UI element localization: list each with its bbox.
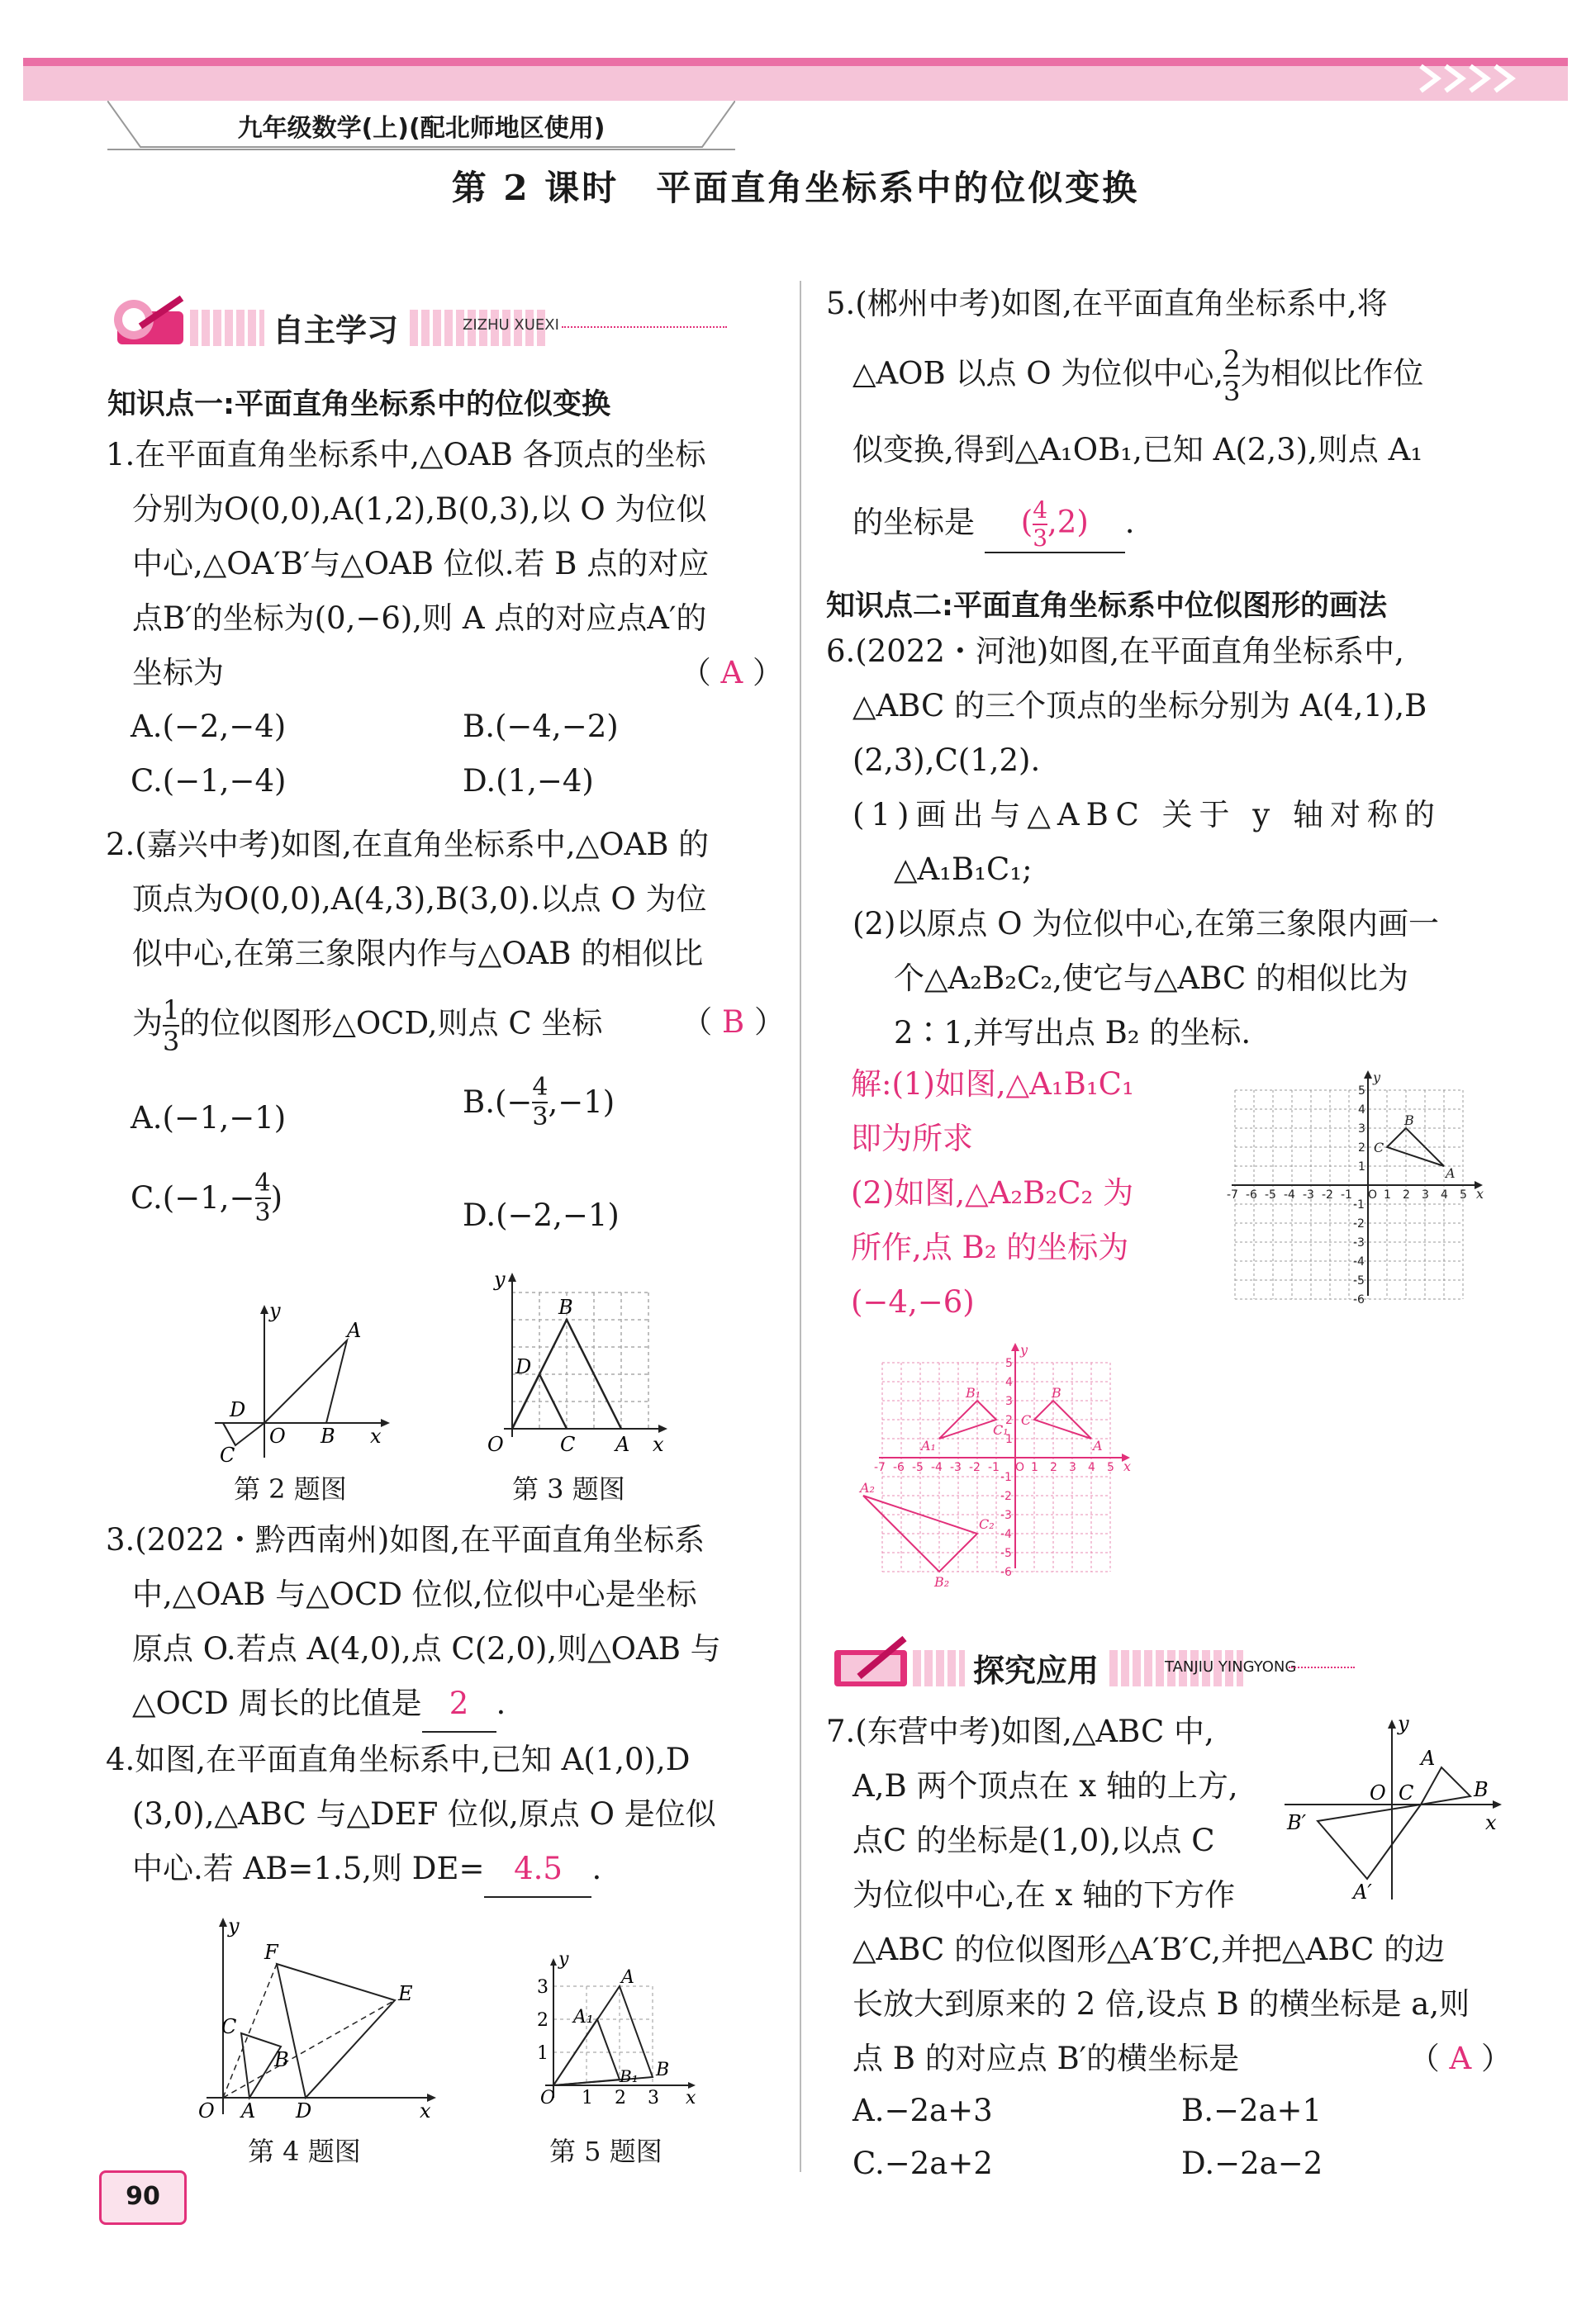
q2-frac-den: 3 xyxy=(163,1026,180,1057)
q2-line: 2.(嘉兴中考)如图,在直角坐标系中,△OAB 的 xyxy=(106,827,710,862)
q6-line: (2,3),C(1,2). xyxy=(852,742,1041,778)
q7-fig-label: x xyxy=(1485,1811,1497,1834)
q7-fig-label: y xyxy=(1398,1714,1409,1735)
x-tick-label: 5 xyxy=(1107,1461,1114,1474)
y-tick-label: 4 xyxy=(1358,1103,1365,1117)
q2-optc-den: 3 xyxy=(254,1198,271,1227)
x-tick-label: -6 xyxy=(1246,1188,1257,1202)
fig4-label: y xyxy=(228,1914,240,1937)
q6-line: 个△A₂B₂C₂,使它与△ABC 的相似比为 xyxy=(894,960,1409,996)
q6-grid-figure xyxy=(1214,1065,1512,1321)
fig5-label: A₁ xyxy=(573,2007,594,2028)
vertex-label-c: C xyxy=(1374,1140,1384,1155)
q2-line: 顶点为O(0,0),A(4,3),B(3,0).以点 O 为位 xyxy=(132,881,707,917)
q6-solution-line: 即为所求 xyxy=(851,1121,973,1156)
q3-answer: 2 xyxy=(422,1677,496,1733)
q1-option-b: B.(−4,−2) xyxy=(463,709,619,744)
y-tick-label: -2 xyxy=(1000,1490,1012,1503)
q6-answer-figure xyxy=(851,1338,1148,1602)
fig3-label: A xyxy=(615,1433,630,1456)
x-tick-label: -5 xyxy=(912,1461,924,1474)
y-tick-label: -4 xyxy=(1353,1255,1365,1269)
fig5-label: A xyxy=(621,1967,634,1988)
fig5-label: x xyxy=(686,2088,696,2108)
q2-optc-post: ) xyxy=(270,1180,283,1216)
fig5-label: B xyxy=(656,2060,670,2080)
q5-line2-pre: △AOB 以点 O 为位似中心, xyxy=(852,355,1224,391)
fig2-label: O xyxy=(269,1425,286,1448)
q7-option-d: D.−2a−2 xyxy=(1181,2146,1323,2181)
x-tick-label: 3 xyxy=(1069,1461,1076,1474)
section-label: 探究应用 xyxy=(965,1645,1107,1691)
q7-fig-label: A xyxy=(1421,1747,1436,1770)
vertex-label-a1: A₁ xyxy=(921,1438,936,1454)
figure-3 xyxy=(479,1268,677,1466)
section-badge-explore xyxy=(826,1634,1388,1691)
q7-fig-label: O xyxy=(1370,1781,1386,1805)
q2-option-b xyxy=(463,1074,615,1131)
fig5-label: 3 xyxy=(537,1977,549,1998)
q6-line: (2)以原点 O 为位似中心,在第三象限内画一 xyxy=(852,906,1440,941)
q4-line: (3,0),△ABC 与△DEF 位似,原点 O 是位似 xyxy=(132,1796,716,1832)
q7-line: 长放大到原来的 2 倍,设点 B 的横坐标是 a,则 xyxy=(852,1986,1470,2022)
q5-line-3: 似变换,得到△A₁OB₁,已知 A(2,3),则点 A₁ xyxy=(852,432,1423,467)
column-divider xyxy=(800,281,801,2172)
book-title: 九年级数学(上)(配北师地区使用) xyxy=(237,114,606,143)
section-pinyin: TANJIU YINGYONG xyxy=(1165,1658,1297,1676)
y-tick-label: 5 xyxy=(1358,1084,1365,1098)
fig5-label: O xyxy=(540,2088,556,2108)
q7-fig-label: B xyxy=(1474,1778,1489,1801)
q6-solution-line: (2)如图,△A₂B₂C₂ 为 xyxy=(851,1175,1134,1211)
page-number: 90 xyxy=(126,2182,160,2211)
y-axis-arrow xyxy=(1011,1343,1019,1351)
figure-3-caption: 第 3 题图 xyxy=(512,1473,625,1505)
q2-option-c xyxy=(131,1169,283,1227)
fig5-label: B₁ xyxy=(620,2066,639,2086)
y-tick-label: -5 xyxy=(1353,1274,1365,1288)
vertex-label-c2: C₂ xyxy=(979,1516,995,1532)
fig4-label: x xyxy=(420,2099,431,2122)
q5-line2-post: 为相似比作位 xyxy=(1240,355,1424,391)
q6-solution-line: (−4,−6) xyxy=(851,1284,975,1320)
q7-figure xyxy=(1280,1714,1512,1904)
q5-line-2 xyxy=(852,345,1513,406)
figure-2-caption: 第 2 题图 xyxy=(234,1473,347,1505)
q4-last-post: . xyxy=(591,1851,602,1886)
vertex-label-b: B xyxy=(1404,1112,1414,1128)
q7-line: △ABC 的位似图形△A′B′C,并把△ABC 的边 xyxy=(852,1932,1446,1967)
figure-4 xyxy=(182,1908,446,2122)
x-tick-label: 1 xyxy=(1384,1188,1391,1202)
q5-line4-post: . xyxy=(1124,505,1135,540)
vertex-label-c1: C₁ xyxy=(993,1422,1009,1438)
q1-line: 1.在平面直角坐标系中,△OAB 各顶点的坐标 xyxy=(106,437,706,472)
q5-frac-num: 2 xyxy=(1223,344,1241,376)
y-axis-arrow xyxy=(1364,1070,1372,1079)
x-tick-label: 5 xyxy=(1460,1188,1467,1202)
q7-fig-label: A′ xyxy=(1353,1881,1372,1904)
q7-option-a: A.−2a+3 xyxy=(852,2093,993,2128)
vertex-label-b1: B₁ xyxy=(966,1385,981,1401)
q6-solution-line: 所作,点 B₂ 的坐标为 xyxy=(851,1230,1129,1265)
q4-line-last xyxy=(106,1842,783,1898)
section-pinyin: ZIZHU XUEXI xyxy=(463,316,559,334)
q2-line: 似中心,在第三象限内作与△OAB 的相似比 xyxy=(132,936,704,971)
fig5-label: 1 xyxy=(537,2043,549,2064)
fig4-label: A xyxy=(241,2099,256,2122)
q3-line: 3.(2022・黔西南州)如图,在平面直角坐标系 xyxy=(106,1522,705,1558)
x-tick-label: -4 xyxy=(931,1461,943,1474)
y-tick-label: 2 xyxy=(1358,1141,1365,1155)
figure-4-caption: 第 4 题图 xyxy=(248,2136,361,2167)
y-tick-label: 1 xyxy=(1358,1160,1365,1174)
q2-answer: B xyxy=(722,1004,745,1040)
x-tick-label: -4 xyxy=(1284,1188,1295,1202)
y-tick-label: 2 xyxy=(1005,1414,1013,1427)
q7-line-last: 点 B 的对应点 B′的横坐标是 （ A ） xyxy=(852,2041,1512,2076)
q2-optb-post: ,−1) xyxy=(548,1084,615,1120)
q1-line: 分别为O(0,0),A(1,2),B(0,3),以 O 为位似 xyxy=(132,491,707,527)
q7-fig-label: B′ xyxy=(1287,1811,1307,1834)
question-1 xyxy=(106,428,783,700)
knowledge-point-1: 知识点一:平面直角坐标系中的位似变换 xyxy=(107,388,610,421)
lesson-title: 第 2 课时 平面直角坐标系中的位似变换 xyxy=(451,168,1140,208)
q4-last-pre: 中心.若 AB=1.5,则 DE= xyxy=(132,1851,485,1886)
question-5 xyxy=(826,277,1512,331)
y-tick-label: 4 xyxy=(1005,1376,1013,1389)
x-axis-label: x xyxy=(1123,1458,1132,1474)
q2-optb-num: 4 xyxy=(532,1073,549,1102)
q5-ans-pre: ( xyxy=(1020,504,1033,539)
y-tick-label: -1 xyxy=(1000,1471,1012,1484)
x-tick-label: -5 xyxy=(1265,1188,1276,1202)
q7-fig-label: C xyxy=(1399,1781,1414,1805)
y-tick-label: -6 xyxy=(1353,1293,1365,1307)
y-tick-label: 3 xyxy=(1358,1122,1365,1136)
x-tick-label: 2 xyxy=(1403,1188,1410,1202)
q1-option-d: D.(1,−4) xyxy=(463,763,594,799)
question-4 xyxy=(106,1733,783,1898)
q6-line: △A₁B₁C₁; xyxy=(894,851,1033,887)
q5-answer xyxy=(985,497,1125,553)
q1-line: 中心,△OA′B′与△OAB 位似.若 B 点的对应 xyxy=(132,546,710,581)
y-tick-label: 3 xyxy=(1005,1395,1013,1408)
q4-answer: 4.5 xyxy=(484,1842,591,1898)
vertex-label-a: A xyxy=(1446,1165,1456,1181)
y-tick-label: -6 xyxy=(1000,1566,1012,1579)
q2-option-d: D.(−2,−1) xyxy=(463,1198,620,1233)
page-number-box xyxy=(99,2170,187,2225)
y-tick-label: -1 xyxy=(1353,1198,1365,1212)
x-tick-label: O xyxy=(1015,1461,1025,1474)
q2-optb-den: 3 xyxy=(532,1103,549,1131)
fig2-label: C xyxy=(220,1444,235,1466)
q3-line: 原点 O.若点 A(4,0),点 C(2,0),则△OAB 与 xyxy=(132,1631,721,1667)
q1-option-a: A.(−2,−4) xyxy=(131,709,287,744)
fig2-label: D xyxy=(230,1398,246,1421)
pencil-notebook-icon xyxy=(99,293,198,351)
q2-optb-pre: B.(− xyxy=(463,1084,533,1120)
fig3-label: x xyxy=(653,1433,664,1456)
x-tick-label: 2 xyxy=(1050,1461,1057,1474)
q5-line-4 xyxy=(852,496,1513,553)
question-3 xyxy=(106,1513,783,1733)
figure-5-caption: 第 5 题图 xyxy=(549,2136,663,2167)
vertex-label-a2: A₂ xyxy=(860,1480,875,1496)
fig5-label: 2 xyxy=(537,2010,549,2031)
x-tick-label: -7 xyxy=(874,1461,886,1474)
x-tick-label: -1 xyxy=(988,1461,1000,1474)
q5-ans-num: 4 xyxy=(1033,496,1048,524)
x-axis-label: x xyxy=(1476,1186,1484,1202)
x-tick-label: -2 xyxy=(1322,1188,1333,1202)
q7-line: A,B 两个顶点在 x 轴的上方, xyxy=(852,1768,1238,1804)
q7-line: 点 B 的对应点 B′的横坐标是 xyxy=(852,2041,1240,2076)
vertex-label-b2: B₂ xyxy=(934,1574,950,1590)
q2-option-a: A.(−1,−1) xyxy=(131,1100,287,1136)
q7-line: 点C 的坐标是(1,0),以点 C xyxy=(852,1823,1215,1858)
book-title-tab xyxy=(107,101,735,150)
q5-line4-pre: 的坐标是 xyxy=(852,505,975,540)
fig3-label: D xyxy=(515,1355,532,1378)
fig4-label: F xyxy=(264,1941,278,1964)
vertex-label-a: A xyxy=(1093,1438,1103,1454)
x-tick-label: -3 xyxy=(950,1461,962,1474)
x-tick-label: -6 xyxy=(893,1461,905,1474)
q5-line: 5.(郴州中考)如图,在平面直角坐标系中,将 xyxy=(826,286,1388,321)
fig2-label: B xyxy=(321,1425,335,1448)
fig4-label: C xyxy=(221,2015,237,2038)
x-tick-label: -3 xyxy=(1303,1188,1314,1202)
q6-line: 6.(2022・河池)如图,在平面直角坐标系中, xyxy=(826,633,1404,669)
figure-2 xyxy=(198,1301,413,1466)
q2-optc-pre: C.(−1,− xyxy=(131,1180,255,1216)
fig2-label: y xyxy=(269,1301,281,1322)
section-label: 自主学习 xyxy=(264,305,406,350)
y-tick-label: -2 xyxy=(1353,1217,1365,1231)
q4-line: 4.如图,在平面直角坐标系中,已知 A(1,0),D xyxy=(106,1742,691,1777)
y-tick-label: 1 xyxy=(1005,1433,1013,1446)
fig3-label: y xyxy=(494,1268,506,1291)
q2-optc-num: 4 xyxy=(254,1169,271,1198)
q6-line: 2∶1,并写出点 B₂ 的坐标. xyxy=(894,1015,1251,1051)
q3-last-post: . xyxy=(496,1686,506,1721)
q2-line-4: 为 $\frac{1}{3}$ 的位似图形△OCD,则点 C 坐标 （ B ） xyxy=(132,994,785,1057)
q1-answer: A xyxy=(720,655,743,690)
figure-5 xyxy=(529,1953,710,2127)
x-tick-label: 4 xyxy=(1441,1188,1448,1202)
x-tick-label: -2 xyxy=(969,1461,981,1474)
q2-line4-pre: 为 xyxy=(132,1005,163,1041)
y-tick-label: 5 xyxy=(1005,1357,1013,1370)
q7-line: 7.(东营中考)如图,△ABC 中, xyxy=(826,1714,1214,1749)
fig5-label: y xyxy=(558,1953,569,1970)
section-badge-self-study xyxy=(99,293,661,351)
q3-line-last xyxy=(106,1677,783,1733)
question-2 xyxy=(106,818,783,981)
fig3-label: B xyxy=(558,1296,573,1319)
x-tick-label: 1 xyxy=(1031,1461,1038,1474)
pencil-notebook-icon xyxy=(826,1634,917,1691)
vertex-label-c: C xyxy=(1021,1412,1032,1428)
q1-option-c: C.(−1,−4) xyxy=(131,763,287,799)
fig2-label: x xyxy=(370,1425,382,1448)
fig4-label: O xyxy=(198,2099,215,2122)
q7-option-b: B.−2a+1 xyxy=(1181,2093,1323,2128)
q6-line: (1)画出与△ABC 关于 y 轴对称的 xyxy=(852,797,1441,832)
fig4-label: E xyxy=(398,1982,413,2005)
y-tick-label: -3 xyxy=(1353,1236,1365,1250)
x-tick-label: -1 xyxy=(1341,1188,1352,1202)
q7-answer: A xyxy=(1449,2041,1472,2076)
q5-ans-post: ,2) xyxy=(1047,504,1089,539)
chevron-arrows-icon xyxy=(1417,59,1532,97)
q5-frac-den: 3 xyxy=(1223,376,1241,407)
q1-line-last: 坐标为 （ A ） xyxy=(132,655,783,690)
fig4-label: D xyxy=(296,2099,312,2122)
q6-line: △ABC 的三个顶点的坐标分别为 A(4,1),B xyxy=(852,688,1427,723)
y-axis-label: y xyxy=(1373,1070,1381,1085)
x-tick-label: 3 xyxy=(1422,1188,1429,1202)
q7-line: 为位似中心,在 x 轴的下方作 xyxy=(852,1877,1236,1913)
q5-ans-den: 3 xyxy=(1033,524,1048,552)
x-tick-label: -7 xyxy=(1227,1188,1238,1202)
y-axis-label: y xyxy=(1020,1342,1028,1358)
y-tick-label: -3 xyxy=(1000,1509,1012,1522)
y-tick-label: -5 xyxy=(1000,1547,1012,1560)
q3-line: 中,△OAB 与△OCD 位似,位似中心是坐标 xyxy=(132,1577,697,1612)
fig5-label: 2 xyxy=(615,2088,626,2108)
knowledge-point-2: 知识点二:平面直角坐标系中位似图形的画法 xyxy=(826,590,1387,623)
x-tick-label: 4 xyxy=(1088,1461,1095,1474)
question-6 xyxy=(826,624,1512,1060)
q6-solution xyxy=(851,1057,1198,1330)
q2-line4-post: 的位似图形△OCD,则点 C 坐标 xyxy=(179,1005,603,1041)
fig3-label: O xyxy=(487,1433,504,1456)
header-strip xyxy=(23,58,1568,66)
q3-last-pre: △OCD 周长的比值是 xyxy=(132,1686,422,1721)
q1-line: 坐标为 xyxy=(132,655,224,690)
fig5-label: 1 xyxy=(582,2088,593,2108)
x-tick-label: O xyxy=(1368,1188,1378,1202)
fig3-label: C xyxy=(560,1433,576,1456)
q6-solution-line: 解:(1)如图,△A₁B₁C₁ xyxy=(851,1066,1134,1102)
fig2-label: A xyxy=(347,1319,362,1342)
fig4-label: B xyxy=(274,2048,289,2071)
q7-option-c: C.−2a+2 xyxy=(852,2146,993,2181)
q2-frac-num: 1 xyxy=(163,994,180,1026)
fig5-label: 3 xyxy=(648,2088,659,2108)
y-tick-label: -4 xyxy=(1000,1528,1012,1541)
vertex-label-b: B xyxy=(1052,1385,1061,1401)
q1-line: 点B′的坐标为(0,−6),则 A 点的对应点A′的 xyxy=(132,600,707,636)
